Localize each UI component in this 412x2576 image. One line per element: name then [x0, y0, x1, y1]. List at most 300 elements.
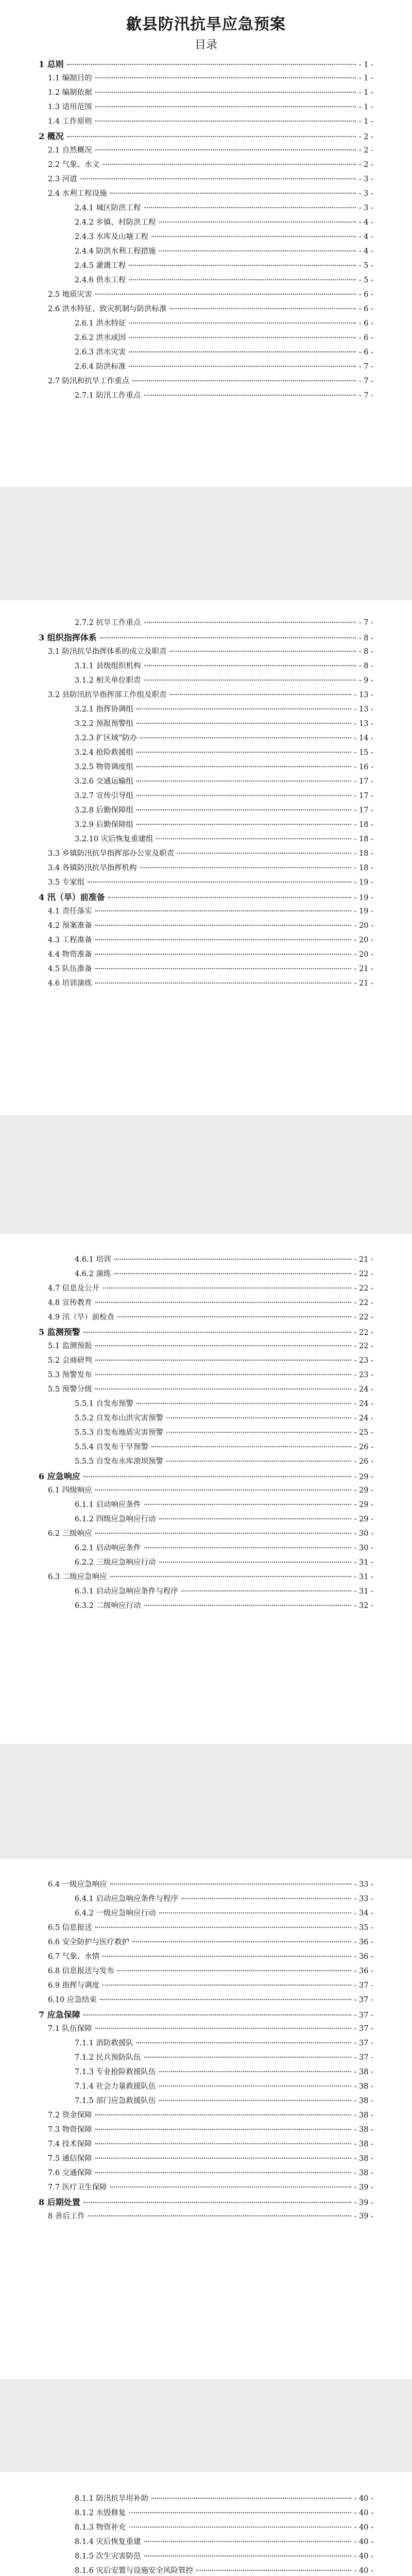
toc-leader-dots: [102, 1985, 351, 1986]
toc-entry[interactable]: [39, 963, 373, 977]
toc-entry[interactable]: [39, 1268, 373, 1282]
toc-entry[interactable]: [39, 1326, 373, 1340]
toc-entry-page: - 16 -: [354, 763, 373, 771]
toc-entry-page: - 6 -: [358, 348, 373, 357]
toc-entry[interactable]: [39, 115, 373, 130]
toc-entry[interactable]: [39, 1585, 373, 1600]
toc-leader-dots: [144, 1504, 351, 1505]
toc-entry-label: 7.1 队伍保障: [48, 2025, 92, 2033]
toc-entry-page: - 22 -: [354, 1313, 373, 1321]
toc-entry-page: - 4 -: [358, 218, 373, 227]
toc-entry-page: - 2 -: [358, 133, 373, 141]
toc-entry[interactable]: [39, 934, 373, 948]
toc-entry-page: - 37 -: [354, 2025, 373, 2033]
toc-entry-page: - 40 -: [354, 2552, 373, 2561]
toc-leader-dots: [159, 1518, 351, 1519]
toc-entry-label: 5.2 会商研判: [48, 1357, 92, 1365]
toc-entry-label: 6.3.2 二级响应行动: [75, 1602, 141, 1610]
toc-entry-page: - 39 -: [354, 2212, 373, 2221]
toc-entry[interactable]: [39, 2037, 373, 2052]
toc-entry[interactable]: [39, 1878, 373, 1893]
toc-entry-label: 2.6 洪水特征、致灾机制与防洪标准: [48, 305, 167, 313]
toc-entry[interactable]: [39, 876, 373, 891]
toc-entry[interactable]: [39, 2167, 373, 2181]
toc-leader-dots: [151, 1446, 351, 1447]
toc-entry-label: 2.4.4 防洪水利工程措施: [75, 247, 156, 256]
toc-entry-page: - 21 -: [354, 1256, 373, 1264]
toc-entry[interactable]: [39, 2565, 373, 2576]
toc-entry[interactable]: [39, 718, 373, 732]
toc-entry-page: - 18 -: [354, 821, 373, 829]
toc-entry-page: - 22 -: [354, 1270, 373, 1278]
toc-entry-page: - 7 -: [358, 392, 373, 400]
toc-entry-label: 1 总则: [39, 59, 64, 69]
toc-entry[interactable]: [39, 1484, 373, 1499]
toc-leader-dots: [159, 1562, 351, 1563]
toc-entry[interactable]: [39, 1571, 373, 1585]
toc-page-2: [0, 600, 412, 1115]
toc-leader-dots: [144, 680, 356, 681]
toc-entry[interactable]: [39, 775, 373, 790]
toc-entry[interactable]: [39, 2493, 373, 2507]
toc-entry[interactable]: [39, 819, 373, 833]
toc-entry[interactable]: [39, 1253, 373, 1268]
toc-entry-page: - 6 -: [358, 305, 373, 313]
toc-entry[interactable]: [39, 317, 373, 332]
toc-entry[interactable]: [39, 1600, 373, 1614]
toc-leader-dots: [67, 64, 356, 65]
toc-leader-dots: [114, 1273, 351, 1274]
toc-entry-page: - 30 -: [354, 1530, 373, 1538]
toc-entry-page: - 30 -: [354, 1544, 373, 1552]
toc-entry[interactable]: [39, 231, 373, 245]
toc-leader-dots: [95, 1388, 351, 1389]
toc-leader-dots: [166, 1417, 351, 1418]
toc-entry-label: 3.2.6 交通运输组: [75, 777, 134, 786]
toc-entry[interactable]: [39, 1979, 373, 1994]
toc-entry[interactable]: [39, 2023, 373, 2037]
toc-leader-dots: [100, 637, 356, 638]
toc-entry-label: 6.6 安全防护与医疗救护: [48, 1938, 130, 1946]
toc-entry[interactable]: [39, 87, 373, 101]
toc-entry[interactable]: [39, 2536, 373, 2550]
toc-entry[interactable]: [39, 303, 373, 317]
toc-leader-dots: [95, 1302, 351, 1303]
toc-leader-dots: [159, 1912, 351, 1913]
toc-entry-page: - 13 -: [354, 720, 373, 728]
toc-entry-label: 4.6.1 培训: [75, 1256, 111, 1264]
toc-leader-dots: [156, 838, 351, 839]
toc-entry[interactable]: [39, 2138, 373, 2153]
toc-entry[interactable]: [39, 646, 373, 660]
toc-entry-label: 8.1.2 水毁修复: [75, 2509, 126, 2517]
toc-entry-page: - 1 -: [358, 61, 373, 69]
toc-entry-label: 3.2.5 物资调度组: [75, 763, 134, 771]
toc-entry-label: 3.2.4 抢险救援组: [75, 749, 134, 757]
toc-entry-page: - 20 -: [354, 936, 373, 944]
toc-entry[interactable]: [39, 1951, 373, 1965]
toc-leader-dots: [95, 106, 356, 107]
toc-entry[interactable]: [39, 2008, 373, 2023]
toc-entry-label: 6.3.1 启动应急响应条件与程序: [75, 1587, 179, 1596]
toc-entry[interactable]: [39, 1441, 373, 1455]
toc-leader-dots: [95, 2129, 351, 2130]
toc-leader-dots: [136, 781, 351, 782]
toc-entry[interactable]: [39, 2181, 373, 2196]
toc-entry-page: - 36 -: [354, 1967, 373, 1975]
toc-entry-page: - 20 -: [354, 951, 373, 959]
toc-entry-label: 6.4 一级应急响应: [48, 1880, 107, 1889]
toc-entry-page: - 26 -: [354, 1458, 373, 1466]
toc-entry-label: 1.1 编制目的: [48, 74, 92, 82]
toc-entry[interactable]: [39, 732, 373, 747]
toc-entry[interactable]: [39, 2210, 373, 2225]
toc-leader-dots: [144, 1605, 351, 1606]
toc-entry[interactable]: [39, 1893, 373, 1907]
toc-entry-label: 3.1 防汛抗旱指挥体系的成立及职责: [48, 648, 167, 656]
toc-leader-dots: [95, 982, 351, 984]
toc-entry-page: - 3 -: [358, 190, 373, 198]
toc-entry-label: 2.6.2 洪水成因: [75, 334, 126, 342]
toc-entry[interactable]: [39, 173, 373, 188]
toc-leader-dots: [95, 1489, 351, 1490]
toc-entry-page: - 38 -: [354, 2068, 373, 2076]
toc-entry[interactable]: [39, 905, 373, 920]
toc-entry-label: 3.1.2 相关单位职责: [75, 676, 141, 685]
toc-leader-dots: [132, 1941, 351, 1942]
toc-entry-label: 5.5.1 自发布预警: [75, 1400, 134, 1408]
toc-leader-dots: [95, 2114, 351, 2115]
toc-entry-page: - 4 -: [358, 233, 373, 241]
toc-entry[interactable]: [39, 891, 373, 905]
toc-entry[interactable]: [39, 1282, 373, 1297]
toc-entry-label: 3.5 专家组: [48, 878, 85, 887]
toc-entry[interactable]: [39, 1455, 373, 1470]
toc-leader-dots: [140, 737, 351, 738]
toc-entry-page: - 29 -: [354, 1515, 373, 1523]
toc-entry[interactable]: [39, 631, 373, 646]
toc-leader-dots: [144, 1547, 351, 1548]
toc-leader-dots: [181, 1590, 351, 1591]
toc-entry-page: - 5 -: [358, 276, 373, 284]
toc-entry-label: 5.3 预警发布: [48, 1371, 92, 1379]
toc-leader-dots: [95, 968, 351, 969]
toc-entry-label: 7.1.4 社会力量救援队伍: [75, 2082, 156, 2091]
toc-entry[interactable]: [39, 159, 373, 173]
toc-entry[interactable]: [39, 804, 373, 819]
toc-entry-page: - 8 -: [358, 648, 373, 656]
toc-entry-label: 3.1.1 县级组织机构: [75, 662, 141, 670]
toc-leader-dots: [136, 723, 351, 724]
toc-entry[interactable]: [39, 948, 373, 963]
toc-entry-page: - 38 -: [354, 2140, 373, 2148]
toc-entry-page: - 5 -: [358, 262, 373, 270]
toc-entry[interactable]: [39, 1369, 373, 1383]
toc-leader-dots: [95, 121, 356, 122]
toc-entry-label: 3.2.8 后勤保障组: [75, 806, 134, 815]
toc-entry[interactable]: [39, 660, 373, 674]
toc-entry-label: 6.2 三级响应: [48, 1530, 92, 1538]
toc-entry-page: - 21 -: [354, 965, 373, 973]
toc-entry[interactable]: [39, 1965, 373, 1979]
toc-entry-page: - 19 -: [354, 894, 373, 902]
toc-entry-page: - 1 -: [358, 74, 373, 82]
toc-entry-page: - 35 -: [354, 1924, 373, 1932]
toc-entry[interactable]: [39, 1513, 373, 1528]
toc-entry-label: 2.3 河道: [48, 175, 77, 183]
toc-entry-label: 2 概况: [39, 131, 64, 141]
toc-entry-label: 7.3 物资保障: [48, 2126, 92, 2134]
toc-leader-dots: [100, 1999, 351, 2000]
toc-leader-dots: [136, 2042, 351, 2043]
toc-entry-page: - 32 -: [354, 1602, 373, 1610]
toc-entry-page: - 37 -: [354, 1996, 373, 2004]
toc-entry-page: - 31 -: [354, 1587, 373, 1596]
toc-entry-label: 6.4.2 一级应急响应行动: [75, 1909, 156, 1918]
toc-entry[interactable]: [39, 332, 373, 346]
toc-entry-label: 2.7.1 防汛工作重点: [75, 392, 141, 400]
page-gap: [0, 1115, 412, 1234]
toc-entry[interactable]: [39, 245, 373, 260]
document-title: 歙县防汛抗旱应急预案: [126, 15, 286, 33]
toc-entry[interactable]: [39, 747, 373, 761]
toc-entry-label: 7.4 技术保障: [48, 2140, 92, 2148]
toc-leader-dots: [102, 164, 356, 165]
toc-leader-dots: [159, 222, 356, 223]
toc-entry[interactable]: [39, 346, 373, 361]
toc-entry-label: 3.2.3 扩区域“防办: [75, 734, 138, 742]
toc-entry[interactable]: [39, 2153, 373, 2167]
toc-leader-dots: [136, 708, 351, 709]
toc-entry[interactable]: [39, 674, 373, 689]
toc-entry-page: - 39 -: [354, 2183, 373, 2192]
toc-entry-label: 8 后期处置: [39, 2197, 80, 2207]
toc-leader-dots: [80, 178, 356, 179]
toc-entry-page: - 37 -: [354, 1981, 373, 1990]
toc-entry[interactable]: [39, 1994, 373, 2008]
toc-entry-label: 8.1.1 防汛抗旱用补助: [75, 2495, 149, 2503]
toc-leader-dots: [95, 77, 356, 78]
toc-leader-dots: [144, 2555, 351, 2556]
toc-entry[interactable]: [39, 216, 373, 231]
toc-entry-page: - 38 -: [354, 2169, 373, 2177]
toc-entry-page: - 17 -: [354, 792, 373, 800]
toc-entry[interactable]: [39, 188, 373, 202]
toc-entry[interactable]: [39, 1311, 373, 1326]
toc-leader-dots: [151, 236, 356, 237]
toc-entry[interactable]: [39, 1528, 373, 1542]
toc-entry[interactable]: [39, 1297, 373, 1311]
toc-entry-page: - 24 -: [354, 1414, 373, 1422]
toc-entry-label: 2.4.1 城区防洪工程: [75, 204, 141, 212]
toc-entry-page: - 17 -: [354, 777, 373, 786]
toc-leader-dots: [88, 2215, 351, 2216]
toc-leader-dots: [95, 1360, 351, 1361]
toc-entry[interactable]: [39, 1470, 373, 1484]
toc-entry[interactable]: [39, 1936, 373, 1951]
toc-entry-label: 6.10 应急结束: [48, 1996, 97, 2004]
toc-entry-label: 5.5.3 自发布地质灾害预警: [75, 1429, 164, 1437]
toc-entry-page: - 8 -: [358, 634, 373, 642]
toc-entry-page: - 29 -: [354, 1486, 373, 1495]
toc-page-4: [0, 1859, 412, 2379]
toc-leader-dots: [95, 1345, 351, 1346]
toc-entry[interactable]: [39, 2521, 373, 2536]
toc-entry[interactable]: [39, 289, 373, 303]
toc-entry-page: - 39 -: [354, 2199, 373, 2207]
toc-leader-dots: [95, 910, 351, 911]
toc-leader-dots: [110, 1576, 351, 1577]
toc-entry[interactable]: [39, 58, 373, 72]
toc-entry[interactable]: [39, 977, 373, 992]
toc-entry[interactable]: [39, 2196, 373, 2210]
toc-entry-page: - 20 -: [354, 922, 373, 930]
toc-entry[interactable]: [39, 790, 373, 804]
toc-entry-page: - 37 -: [354, 2039, 373, 2047]
toc-entry-page: - 40 -: [354, 2567, 373, 2575]
toc-entry[interactable]: [39, 144, 373, 159]
toc-leader-dots: [196, 2570, 351, 2571]
toc-entry[interactable]: [39, 1542, 373, 1556]
toc-entry-label: 4.6.2 演练: [75, 1270, 111, 1278]
toc-entry-label: 3.2.7 宣传引导组: [75, 792, 134, 800]
toc-entry-label: 2.1 自然概况: [48, 146, 92, 155]
toc-entry-page: - 2 -: [358, 161, 373, 169]
toc-entry-page: - 40 -: [354, 2523, 373, 2532]
toc-entry[interactable]: [39, 689, 373, 703]
toc-entry-label: 1.3 适用范围: [48, 103, 92, 111]
toc-entry-page: - 37 -: [354, 2011, 373, 2020]
toc-entry-label: 5 监测预警: [39, 1327, 80, 1337]
toc-leader-dots: [95, 2143, 351, 2144]
toc-entry[interactable]: [39, 260, 373, 274]
toc-entry-page: - 6 -: [358, 291, 373, 299]
toc-entry[interactable]: [39, 1340, 373, 1354]
toc-entry-label: 6.3 二级应急响应: [48, 1573, 107, 1581]
toc-entry-label: 2.6.4 防洪标准: [75, 363, 126, 371]
toc-entry-label: 2.2 气象、水文: [48, 161, 100, 169]
toc-leader-dots: [83, 2202, 351, 2203]
toc-entry[interactable]: [39, 274, 373, 289]
toc-entry-page: - 36 -: [354, 1938, 373, 1946]
toc-entry-label: 2.6.3 洪水灾害: [75, 348, 126, 357]
toc-entry-page: - 36 -: [354, 1953, 373, 1961]
toc-leader-dots: [159, 250, 356, 251]
toc-entry-page: - 9 -: [358, 676, 373, 685]
toc-entry[interactable]: [39, 2052, 373, 2066]
toc-leader-dots: [144, 2057, 351, 2058]
toc-entry-label: 4.5 队伍准备: [48, 965, 92, 973]
toc-entry[interactable]: [39, 130, 373, 144]
toc-entry[interactable]: [39, 1383, 373, 1398]
toc-entry[interactable]: [39, 703, 373, 718]
toc-leader-dots: [117, 1316, 351, 1317]
toc-leader-dots: [95, 954, 351, 955]
toc-entry-page: - 4 -: [358, 247, 373, 256]
toc-entry[interactable]: [39, 1412, 373, 1427]
toc-entry[interactable]: [39, 389, 373, 404]
toc-entry[interactable]: [39, 2550, 373, 2565]
toc-entry-page: - 6 -: [358, 334, 373, 342]
toc-entry-page: - 21 -: [354, 979, 373, 988]
toc-entry-label: 6.7 气象、水情: [48, 1953, 100, 1961]
toc-entry-label: 2.5 地质灾害: [48, 291, 92, 299]
toc-entry[interactable]: [39, 2507, 373, 2521]
toc-entry-label: 6.8 信息报送与发布: [48, 1967, 115, 1975]
toc-entry-page: - 18 -: [354, 864, 373, 872]
toc-entry[interactable]: [39, 202, 373, 216]
toc-leader-dots: [95, 1927, 351, 1928]
toc-entry-label: 4.1 责任落实: [48, 907, 92, 916]
toc-list-4: [39, 1878, 373, 2225]
toc-entry-label: 7.1.1 消防救援队: [75, 2039, 134, 2047]
toc-entry[interactable]: [39, 101, 373, 115]
toc-entry-page: - 18 -: [354, 850, 373, 858]
toc-leader-dots: [159, 2086, 351, 2087]
toc-leader-dots: [95, 2028, 351, 2029]
toc-entry[interactable]: [39, 1907, 373, 1922]
toc-entry-label: 7 应急保障: [39, 2010, 80, 2020]
toc-entry-page: - 38 -: [354, 2155, 373, 2163]
toc-entry-label: 6.1.1 启动响应条件: [75, 1501, 141, 1509]
toc-entry-page: - 8 -: [358, 662, 373, 670]
toc-entry-page: - 1 -: [358, 117, 373, 126]
toc-entry[interactable]: [39, 1499, 373, 1513]
page-gap: [0, 2379, 412, 2472]
toc-entry[interactable]: [39, 361, 373, 375]
toc-entry[interactable]: [39, 2095, 373, 2109]
toc-entry[interactable]: [39, 833, 373, 848]
toc-entry-page: - 40 -: [354, 2495, 373, 2503]
toc-entry[interactable]: [39, 920, 373, 934]
toc-entry[interactable]: [39, 1427, 373, 1441]
toc-entry-page: - 24 -: [354, 1400, 373, 1408]
toc-entry[interactable]: [39, 375, 373, 389]
toc-entry[interactable]: [39, 1922, 373, 1936]
toc-leader-dots: [95, 92, 356, 93]
toc-entry-label: 6.4.1 启动应急响应条件与程序: [75, 1895, 179, 1903]
toc-leader-dots: [181, 1898, 351, 1899]
toc-leader-dots: [95, 925, 351, 926]
toc-leader-dots: [95, 294, 356, 295]
toc-entry[interactable]: [39, 761, 373, 775]
toc-entry[interactable]: [39, 862, 373, 876]
toc-entry[interactable]: [39, 1398, 373, 1412]
toc-entry[interactable]: [39, 2066, 373, 2080]
toc-entry[interactable]: [39, 848, 373, 862]
toc-leader-dots: [129, 265, 356, 266]
toc-entry-label: 6.2.2 三级应急响应行动: [75, 1558, 156, 1567]
toc-leader-dots: [170, 308, 356, 309]
toc-entry[interactable]: [39, 1354, 373, 1369]
toc-entry-label: 7.6 交通保障: [48, 2169, 92, 2177]
toc-page-3: [0, 1234, 412, 1744]
toc-leader-dots: [83, 1332, 351, 1333]
toc-entry-label: 7.2 资金保障: [48, 2111, 92, 2120]
toc-entry[interactable]: [39, 2080, 373, 2095]
toc-leader-dots: [95, 939, 351, 940]
toc-entry[interactable]: [39, 72, 373, 87]
toc-list-1: [39, 58, 373, 404]
page-gap: [0, 1744, 412, 1859]
toc-entry[interactable]: [39, 617, 373, 631]
toc-entry[interactable]: [39, 2109, 373, 2124]
toc-entry-label: 4.4 物资准备: [48, 951, 92, 959]
toc-leader-dots: [129, 279, 356, 280]
toc-entry-label: 7.1.5 部门应急救援队伍: [75, 2097, 156, 2105]
toc-entry[interactable]: [39, 2124, 373, 2138]
toc-entry[interactable]: [39, 1556, 373, 1571]
